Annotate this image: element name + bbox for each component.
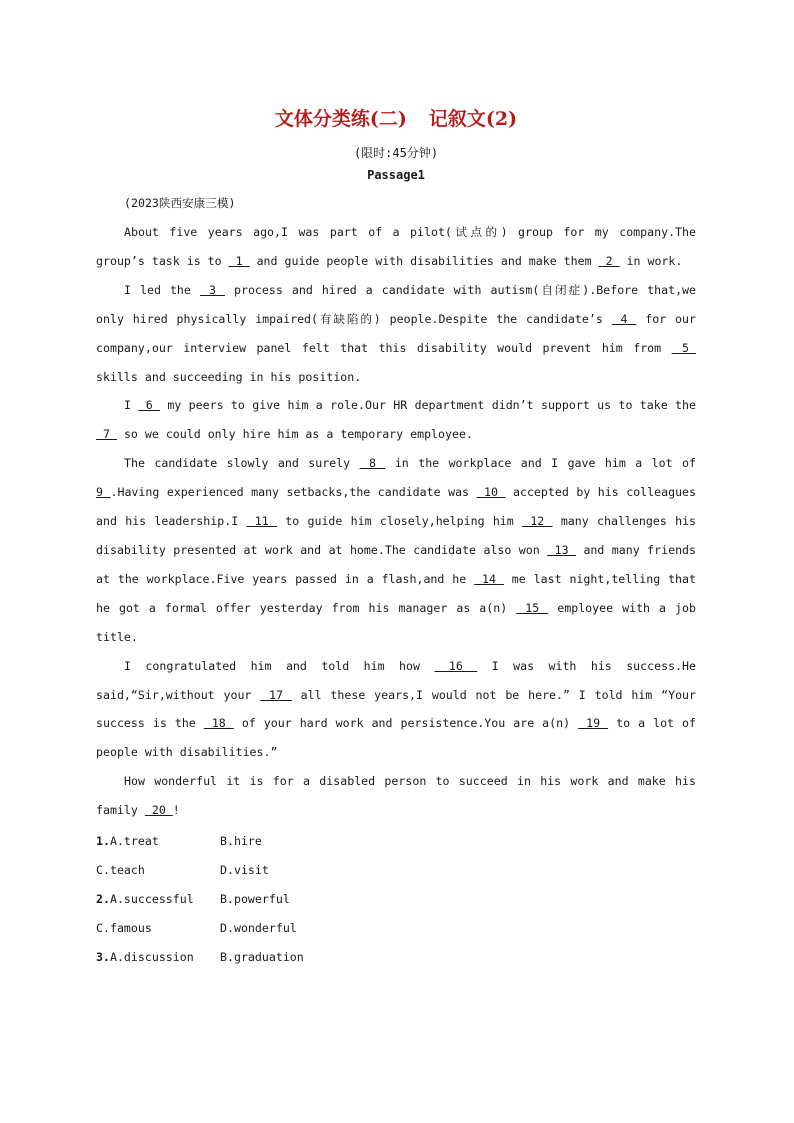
- paragraph-4: The candidate slowly and surely 8 in the workplace and I gave him a lot of 9 .Having experienced many setbacks,the candidate was 10 accepted by his colleagues and his leadership.I 11 to guide him closely,helping him 12 many challenges his disability presented at work and at home.The candidate also won 13 and many friends at the workplace.Five years passed in a flash,and he 14 me last night,telling that he got a formal offer yesterday from his manager as a(n) 15 employee with a job title.: [96, 456, 697, 644]
- blank-14: 14: [474, 571, 504, 586]
- options-list: [96, 827, 696, 972]
- blank-4: 4: [611, 311, 637, 326]
- option-b: B.hire: [220, 834, 262, 849]
- blank-10: 10: [476, 485, 506, 500]
- blank-1: 1: [228, 253, 250, 268]
- blank-7: 7: [96, 427, 117, 442]
- blank-18: 18: [203, 716, 234, 731]
- option-a: A.successful: [109, 891, 194, 906]
- blank-8: 8: [359, 456, 386, 471]
- option-b: B.powerful: [220, 891, 290, 906]
- title-part-b: 记叙文(2): [428, 108, 518, 130]
- paragraph-3: I 6 my peers to give him a role.Our HR department didn’t support us to take the 7 so we could only hire him as a temporary employee.: [96, 398, 696, 442]
- title-part-a: 文体分类练(二): [274, 108, 407, 130]
- blank-16: 16: [434, 658, 478, 673]
- option-b: B.graduation: [220, 949, 304, 964]
- page-title: [96, 104, 696, 134]
- question-3-row-ab: [96, 943, 696, 972]
- passage-heading: Passage1: [367, 168, 425, 182]
- question-1-row-ab: [96, 827, 696, 856]
- question-2-row-ab: [96, 885, 696, 914]
- option-d: D.wonderful: [220, 920, 297, 935]
- option-c: C.teach: [96, 862, 145, 877]
- blank-19: 19: [578, 716, 609, 731]
- option-d: D.visit: [220, 862, 269, 877]
- option-a: A.discussion: [109, 949, 194, 964]
- source-note: (2023陕西安康三模): [124, 196, 236, 210]
- document-page: [96, 104, 696, 972]
- blank-3: 3: [199, 282, 225, 297]
- blank-13: 13: [547, 542, 576, 557]
- blank-2: 2: [598, 253, 620, 268]
- paragraph-5: I congratulated him and told him how 16 I was with his success.He said,“Sir,without your 17 all these years,I would not be here.” I told him “Your success is the 18 of your hard work and persistence.You are a(n) 19 to a lot of people with disabilities.”: [96, 658, 697, 760]
- time-limit: (限时:45分钟): [353, 146, 439, 160]
- blank-15: 15: [516, 600, 549, 615]
- blank-11: 11: [246, 514, 277, 529]
- paragraph-2: I led the 3 process and hired a candidate with autism(自闭症).Before that,we only hired physically impaired(有缺陷的) people.Despite the candidate’s 4 for our company,our interview panel felt that this disability would prevent him from 5 skills and succeeding in his position.: [96, 282, 697, 384]
- question-number: 2.: [96, 891, 110, 906]
- option-a: A.treat: [109, 834, 159, 849]
- question-number: 1.: [96, 834, 110, 849]
- blank-9: 9: [96, 485, 111, 500]
- option-c: C.famous: [96, 920, 152, 935]
- blank-17: 17: [260, 687, 292, 702]
- question-1-row-cd: [96, 856, 696, 885]
- question-number: 3.: [96, 949, 110, 964]
- blank-12: 12: [522, 514, 553, 529]
- paragraph-1: About five years ago,I was part of a pilot(试点的) group for my company.The group’s task is to 1 and guide people with disabilities and make them 2 in work.: [96, 225, 696, 268]
- blank-5: 5: [671, 340, 696, 355]
- blank-6: 6: [138, 398, 161, 413]
- paragraph-6: How wonderful it is for a disabled person to succeed in his work and make his family 20 !: [96, 774, 696, 818]
- question-2-row-cd: [96, 914, 696, 943]
- blank-20: 20: [144, 803, 173, 818]
